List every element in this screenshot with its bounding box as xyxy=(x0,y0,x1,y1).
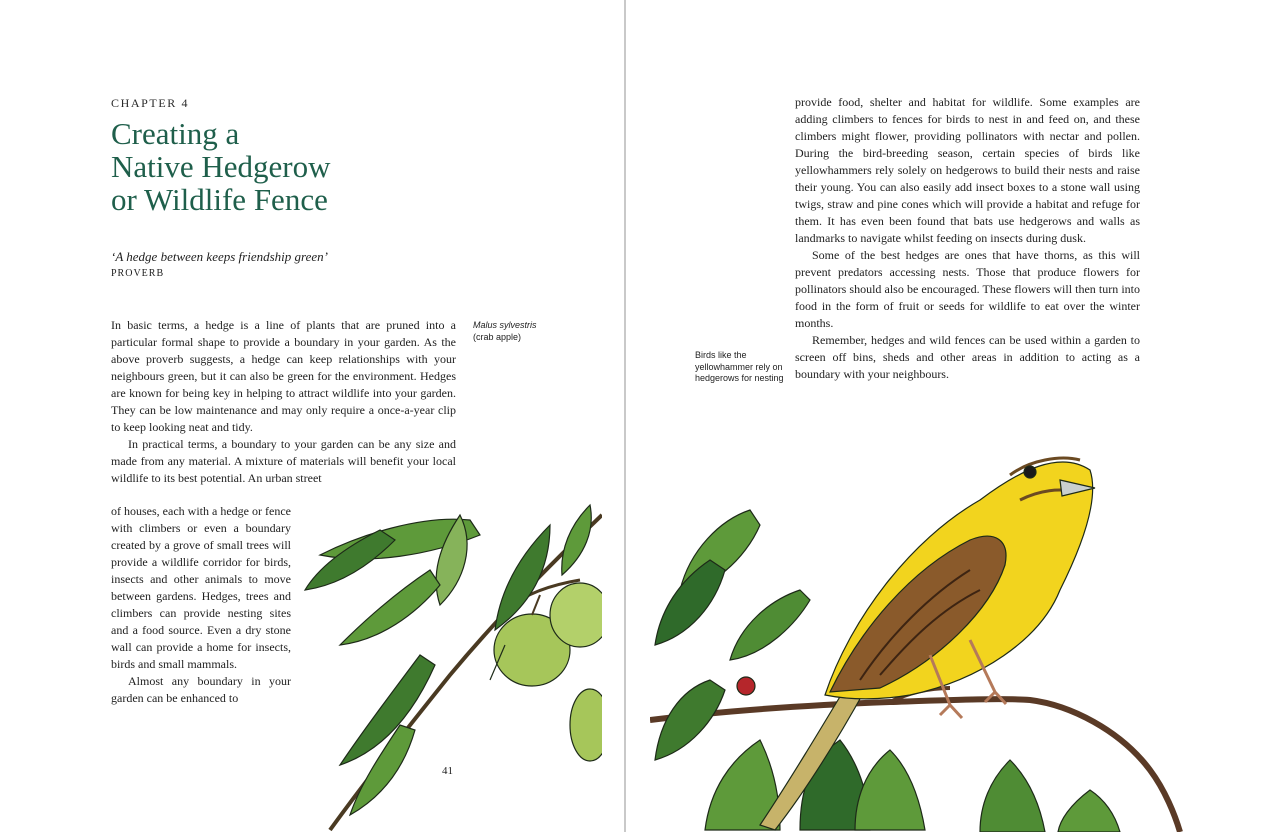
chapter-title xyxy=(111,117,471,216)
body-text-narrow xyxy=(111,503,291,707)
chapter-title-line: Creating a xyxy=(111,116,240,151)
body-paragraph: Almost any boundary in your garden can be enhanced to xyxy=(111,674,291,705)
right-page xyxy=(626,0,1267,832)
yellowhammer-illustration xyxy=(650,430,1267,832)
caption-common-name: (crab apple) xyxy=(473,331,522,342)
left-page xyxy=(0,0,624,832)
page-number: 41 xyxy=(442,765,453,777)
body-paragraph: Some of the best hedges are ones that have thorns, as this will prevent predators accessing nests. Those that produce flowers for pollinators should also be encouraged. These flowers will then turn into food in the form of fruit or seeds for wildlife to eat over the winter months. xyxy=(795,248,1140,330)
body-paragraph: In basic terms, a hedge is a line of plants that are pruned into a particular formal shape to provide a boundary in your garden. As the above proverb suggests, a hedge can keep relationships with your neighbours green, but it can also be green for the environment. Hedges are known for being key in helping to attract wildlife into your garden. They can be low maintenance and may only require a once-a-year clip to keep looking neat and tidy. xyxy=(111,318,456,434)
body-text-wide xyxy=(111,317,456,487)
body-text-right xyxy=(795,94,1140,383)
proverb-quote: ‘A hedge between keeps friendship green’ xyxy=(111,249,328,264)
body-paragraph: Remember, hedges and wild fences can be used within a garden to screen off bins, sheds and other areas in addition to acting as a boundary with your neighbours. xyxy=(795,333,1140,381)
crab-apple-caption xyxy=(473,320,563,343)
caption-latin-name: Malus sylvestris xyxy=(473,320,537,330)
yellowhammer-caption: Birds like the yellowhammer rely on hedgerows for nesting xyxy=(695,350,784,383)
body-paragraph: provide food, shelter and habitat for wildlife. Some examples are adding climbers to fences for birds to nest in and feed on, and these climbers might flower, providing pollinators with nectar and pollen. During the bird-breeding season, certain species of birds like yellowhammers rely solely on hedgerows to build their nests and raise their young. You can also easily add insect boxes to a stone wall using twigs, straw and pine cones which will provide a habitat and refuge for them. It has even been found that bats use hedgerows and walls as landmarks to navigate whilst feeding on insects during dusk. xyxy=(795,95,1140,245)
body-paragraph: of houses, each with a hedge or fence with climbers or even a boundary created by a grove of small trees will provide a wildlife corridor for birds, insects and other animals to move between gardens. Hedges, trees and climbers can provide nesting sites and a food source. Even a dry stone wall can provide a home for insects, birds and small mammals. xyxy=(111,504,291,671)
crab-apple-illustration xyxy=(300,495,602,832)
proverb-source: PROVERB xyxy=(111,268,165,279)
chapter-title-line: or Wildlife Fence xyxy=(111,182,328,217)
body-paragraph: In practical terms, a boundary to your garden can be any size and made from any material. A mixture of materials will benefit your local wildlife to its best potential. An urban street xyxy=(111,437,456,485)
chapter-title-line: Native Hedgerow xyxy=(111,149,331,184)
chapter-label: CHAPTER 4 xyxy=(111,96,190,110)
